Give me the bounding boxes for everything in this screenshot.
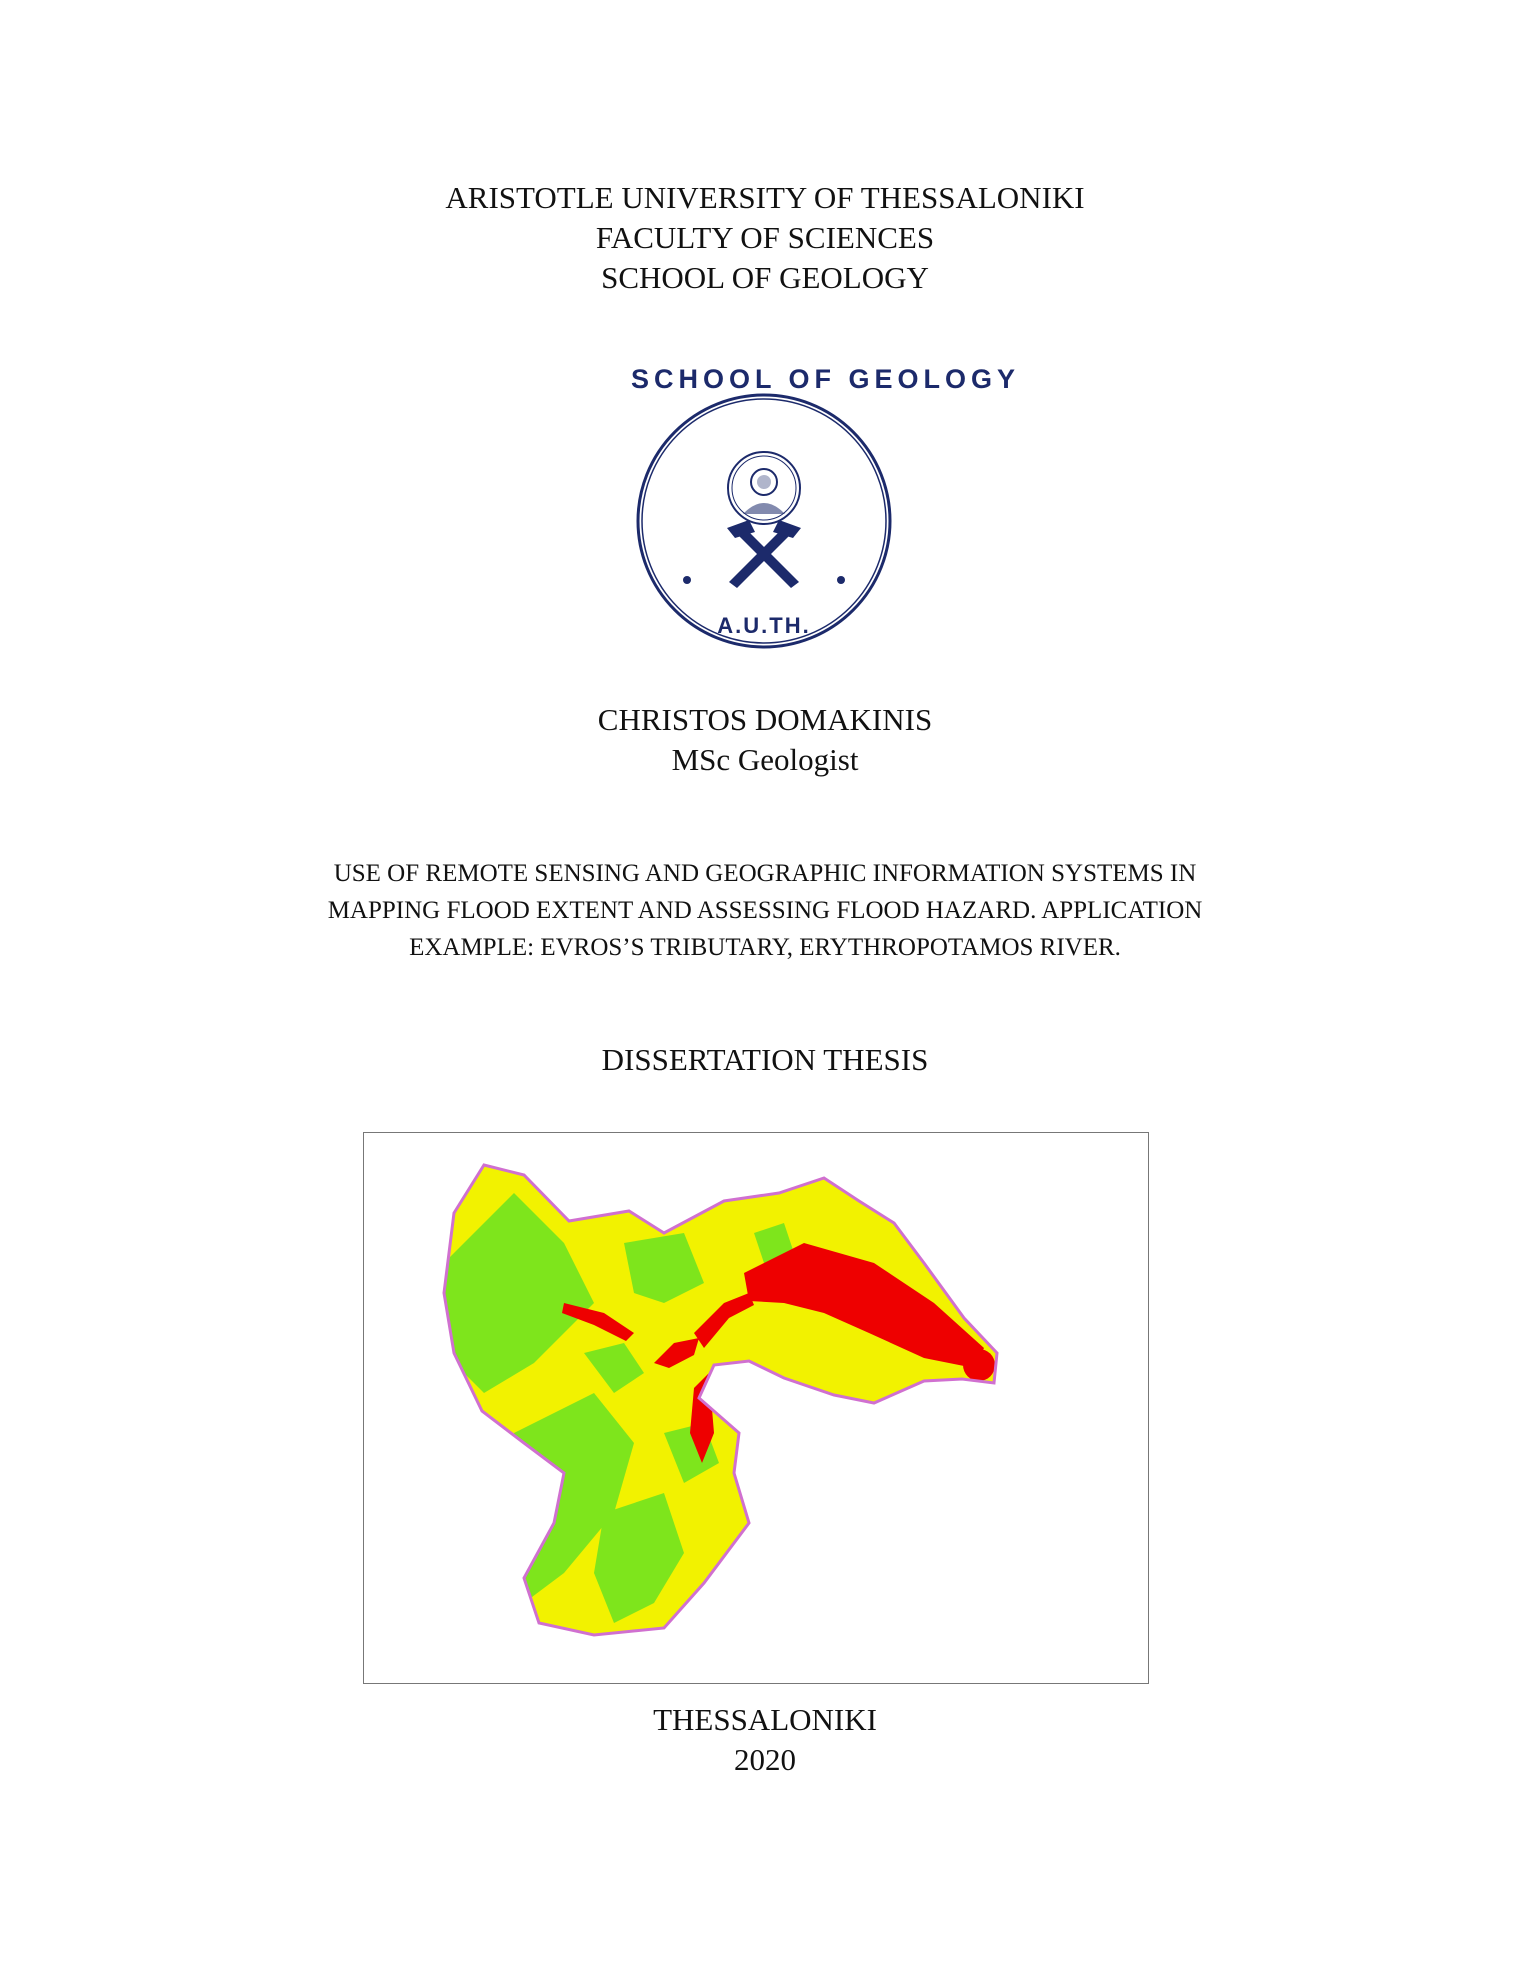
author-name: CHRISTOS DOMAKINIS: [597, 702, 933, 737]
author-block: [0, 700, 1530, 780]
seal-abbreviation: A.U.TH.: [717, 613, 811, 638]
school-name: SCHOOL OF GEOLOGY: [601, 260, 929, 295]
saint-portrait-icon: [743, 469, 785, 514]
university-name: ARISTOTLE UNIVERSITY OF THESSALONIKI: [445, 180, 1085, 215]
flood-hazard-map: [363, 1132, 1149, 1684]
faculty-name: FACULTY OF SCIENCES: [595, 220, 935, 255]
thesis-title-line: MAPPING FLOOD EXTENT AND ASSESSING FLOOD HAZARD. APPLICATION: [327, 897, 1203, 924]
publication-year: 2020: [734, 1742, 796, 1777]
seal-ring-text: SCHOOL OF GEOLOGY: [631, 364, 1021, 394]
basin-map-graphic: [364, 1133, 1148, 1683]
crossed-hammers-icon: [727, 520, 801, 588]
thesis-title-line: EXAMPLE: EVROS’S TRIBUTARY, ERYTHROPOTAMOS RIVER.: [409, 934, 1121, 961]
school-of-geology-seal: [631, 364, 1021, 654]
publication-footer: [0, 1700, 1530, 1780]
publication-city: THESSALONIKI: [653, 1702, 877, 1737]
thesis-title: [0, 855, 1530, 966]
author-degree: MSc Geologist: [671, 742, 859, 777]
thesis-title-line: USE OF REMOTE SENSING AND GEOGRAPHIC INFORMATION SYSTEMS IN: [333, 860, 1197, 887]
institution-header: [0, 178, 1530, 298]
thesis-type: DISSERTATION THESIS: [601, 1042, 929, 1077]
